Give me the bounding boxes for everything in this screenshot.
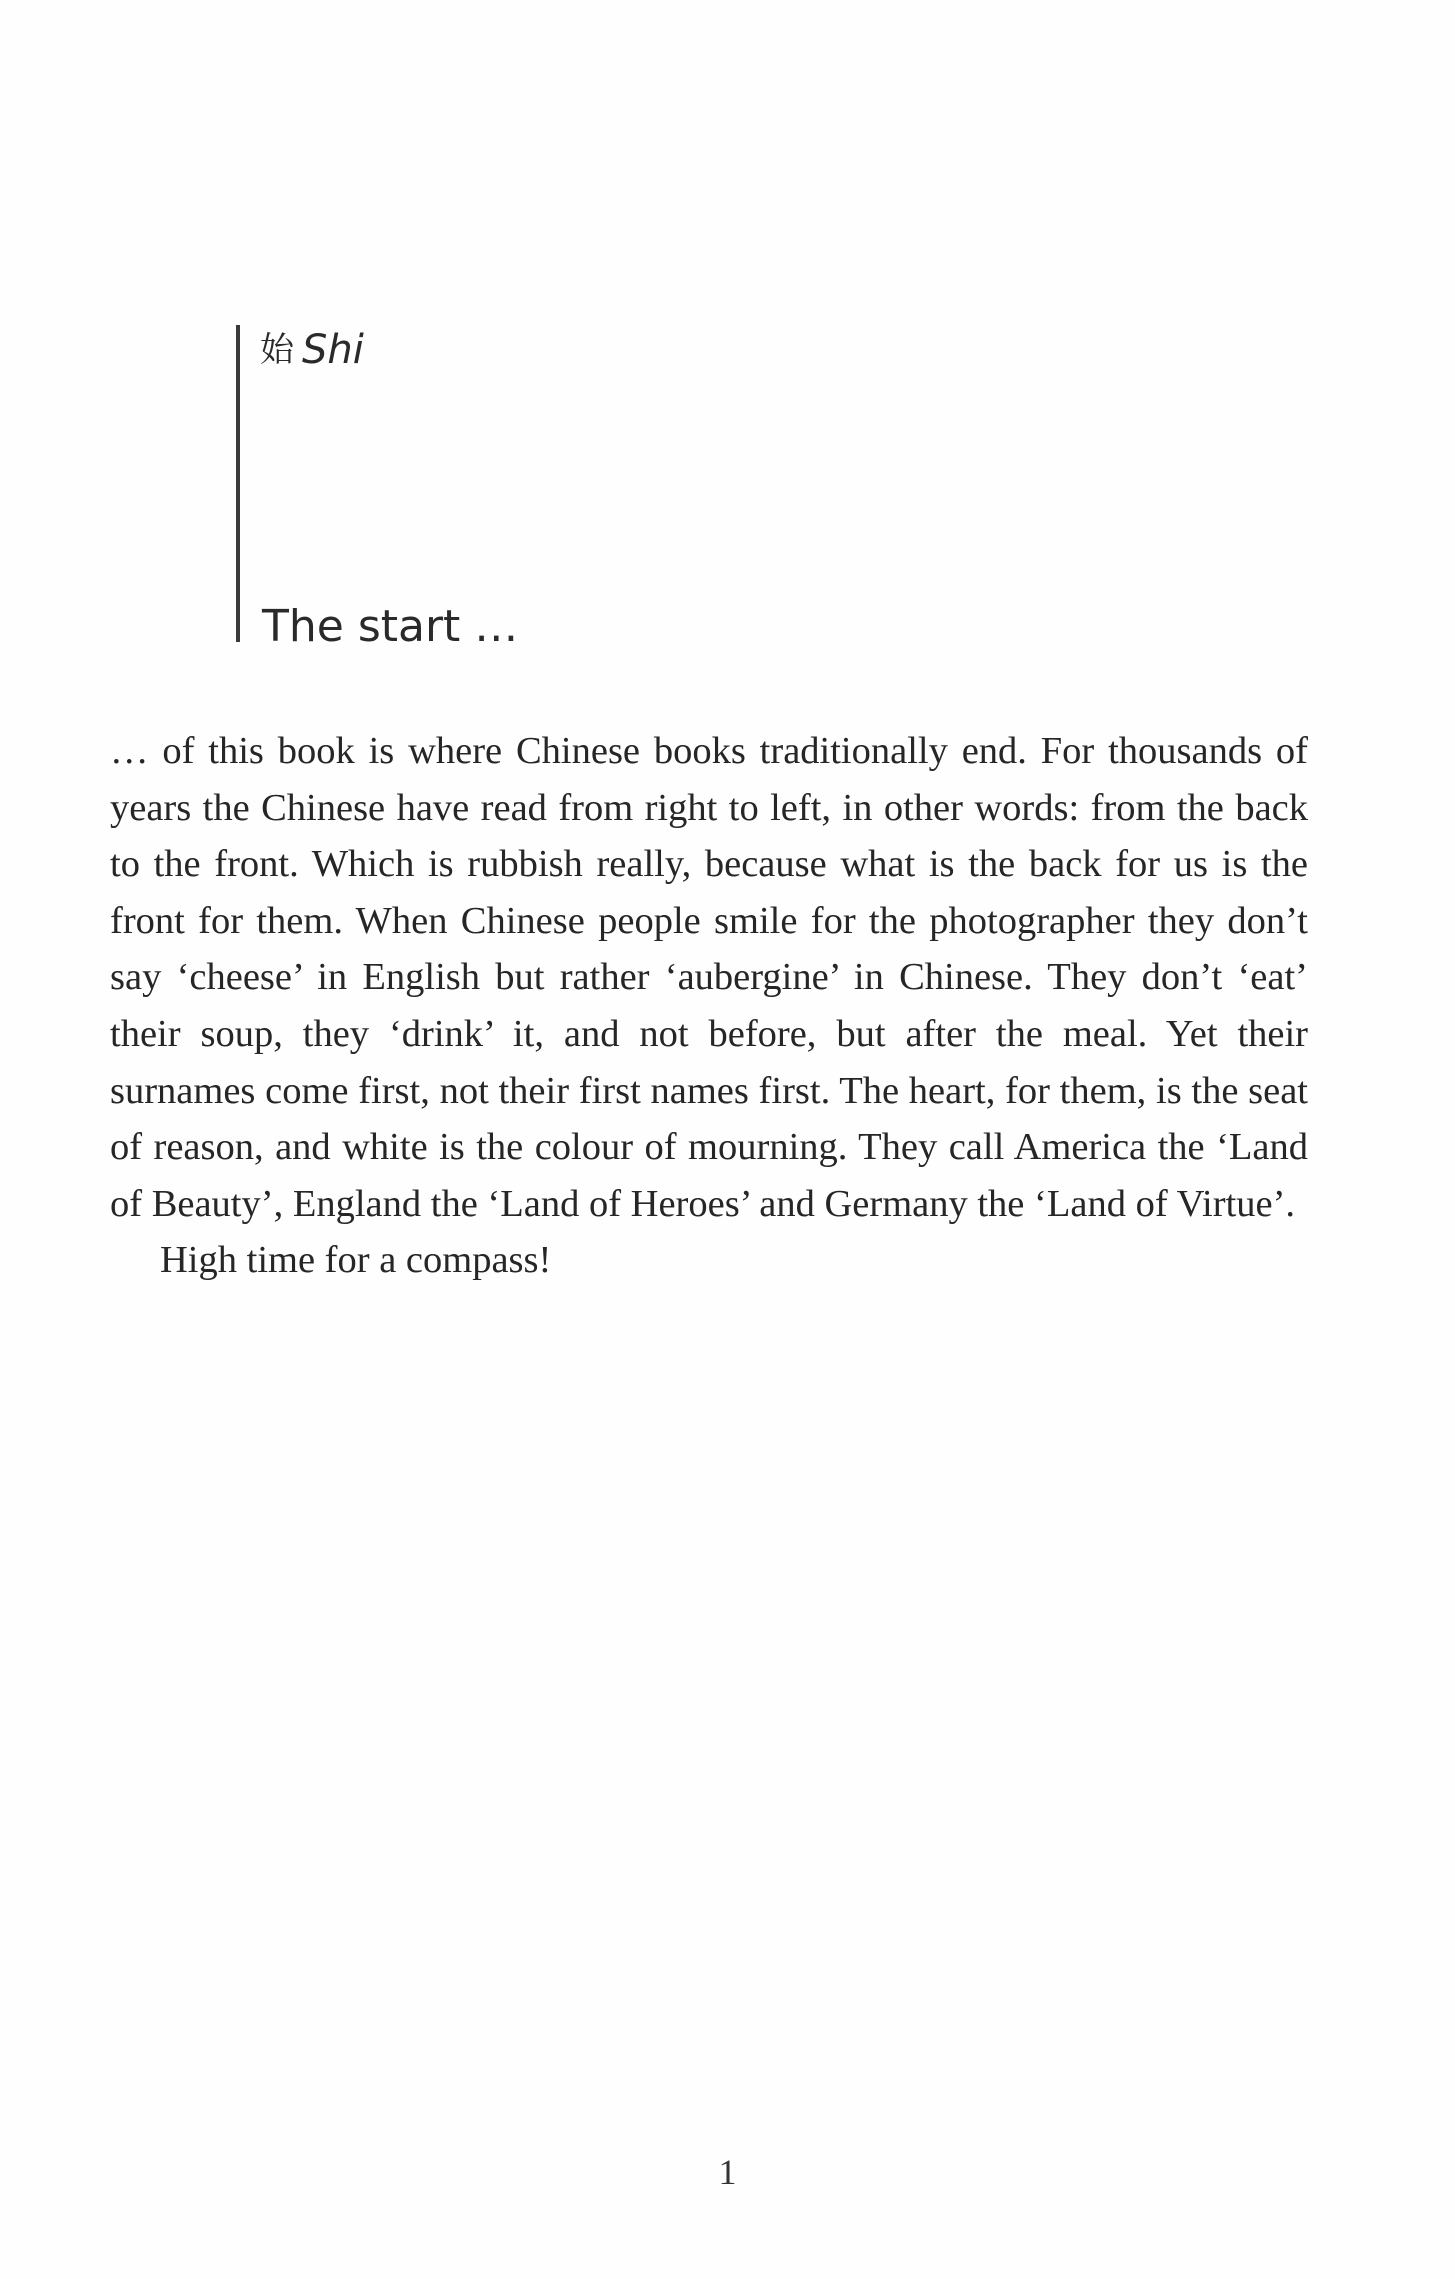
body-paragraph-2: High time for a compass! — [160, 1239, 552, 1282]
body-text — [110, 723, 1308, 1289]
body-paragraph-1: … of this book is where Chinese books traditionally end. For thousands of years the Chinese have read from right to left, in other words: from the back to the front. Which is rubbish really, because what is the back for us is the front for them. When Chinese people smile for the photographer they don’t say ‘cheese’ in English but rather ‘aubergine’ in Chinese. They don’t ‘eat’ their soup, they ‘drink’ it, and not before, but after the meal. Yet their surnames come first, not their first names first. The heart, for them, is the seat of reason, and white is the colour of mourning. They call America the ‘Land of Beauty’, England the ‘Land of Heroes’ and Germany the ‘Land of Virtue’. — [110, 730, 1308, 1225]
chapter-romanization: Shi — [302, 327, 364, 373]
chapter-vertical-rule — [236, 325, 240, 642]
chapter-title: The start … — [262, 601, 519, 652]
chapter-label — [260, 315, 364, 385]
page-number: 1 — [718, 2152, 737, 2192]
chapter-hanzi: 始 — [260, 330, 294, 370]
